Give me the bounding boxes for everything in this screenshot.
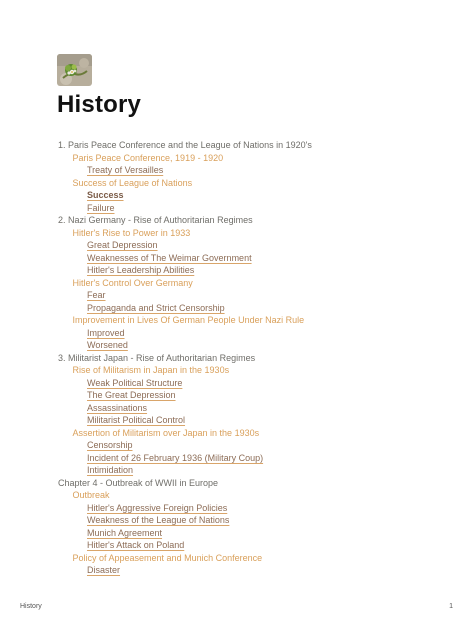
toc-item-level-2	[58, 427, 312, 440]
toc-item-level-2	[58, 552, 312, 565]
toc-link[interactable]: Militarist Political Control	[87, 415, 186, 425]
toc-item-level-3[interactable]	[58, 327, 312, 340]
toc-heading: Hitler's Control Over Germany	[72, 277, 193, 288]
toc-item-level-3[interactable]	[58, 264, 312, 277]
toc-link[interactable]: Treaty of Versailles	[87, 165, 164, 175]
toc-heading: Improvement in Lives Of German People Under Nazi Rule	[72, 315, 305, 325]
toc-item-level-3[interactable]	[58, 164, 312, 177]
toc-item-level-3[interactable]	[58, 402, 312, 415]
toc-heading: 1. Paris Peace Conference and the League of Nations in 1920's	[58, 140, 312, 150]
toc-item-level-3[interactable]	[58, 189, 312, 202]
toc-heading: Assertion of Militarism over Japan in the 1930s	[72, 427, 260, 438]
toc-item-level-3[interactable]	[58, 527, 312, 540]
toc-item-level-2	[58, 489, 312, 502]
toc-link[interactable]: Failure	[87, 202, 115, 213]
toc-link[interactable]: Incident of 26 February 1936 (Military Coup)	[87, 452, 264, 463]
toc-item-level-3[interactable]	[58, 252, 312, 265]
toc-item-level-3[interactable]	[58, 439, 312, 452]
toc-heading: Rise of Militarism in Japan in the 1930s	[72, 365, 230, 375]
toc-item-level-2	[58, 314, 312, 327]
toc-heading: Success of League of Nations	[72, 177, 193, 188]
toc-item-level-3[interactable]	[58, 539, 312, 552]
toc-link[interactable]: Hitler's Leadership Abilities	[87, 265, 195, 275]
toc-link[interactable]: Worsened	[87, 340, 128, 350]
footer-title: History	[20, 603, 42, 610]
toc-heading: Paris Peace Conference, 1919 - 1920	[72, 152, 224, 163]
toc-heading: Policy of Appeasement and Munich Conference	[72, 552, 263, 563]
toc-heading: 3. Militarist Japan - Rise of Authoritarian Regimes	[58, 352, 256, 363]
toc-item-level-2	[58, 177, 312, 190]
toc-item-level-3[interactable]	[58, 239, 312, 252]
toc-item-level-1	[58, 352, 312, 365]
toc-item-level-3[interactable]	[58, 564, 312, 577]
toc-link[interactable]: Hitler's Attack on Poland	[87, 540, 185, 550]
toc-link[interactable]: Assassinations	[87, 402, 148, 413]
toc-item-level-3[interactable]	[58, 414, 312, 427]
toc-heading: Chapter 4 - Outbreak of WWII in Europe	[58, 477, 219, 488]
toc-link[interactable]: Intimidation	[87, 465, 134, 475]
toc-item-level-2	[58, 364, 312, 377]
toc-item-level-2	[58, 227, 312, 240]
toc-link[interactable]: Weaknesses of The Weimar Government	[87, 252, 252, 263]
toc-heading: 2. Nazi Germany - Rise of Authoritarian Regimes	[58, 215, 253, 225]
page-number: 1	[449, 603, 453, 610]
toc-heading: Hitler's Rise to Power in 1933	[72, 227, 191, 238]
toc-item-level-2	[58, 277, 312, 290]
toc-link[interactable]: Disaster	[87, 565, 121, 575]
toc-item-level-3[interactable]	[58, 464, 312, 477]
toc-link[interactable]: Propaganda and Strict Censorship	[87, 302, 225, 313]
toc-link[interactable]: Great Depression	[87, 240, 158, 250]
page-title: History	[57, 91, 142, 118]
toc-item-level-3[interactable]	[58, 452, 312, 465]
toc-link[interactable]: Improved	[87, 327, 125, 338]
toc-item-level-3[interactable]	[58, 502, 312, 515]
toc-item-level-1	[58, 214, 312, 227]
toc-item-level-2	[58, 152, 312, 165]
toc-heading: Outbreak	[72, 490, 110, 500]
toc-link[interactable]: Censorship	[87, 440, 133, 450]
toc-link[interactable]: The Great Depression	[87, 390, 176, 400]
toc-link[interactable]: Hitler's Aggressive Foreign Policies	[87, 502, 228, 513]
toc-link[interactable]: Success	[87, 190, 124, 200]
toc-link[interactable]: Weakness of the League of Nations	[87, 515, 230, 525]
toc-item-level-3[interactable]	[58, 339, 312, 352]
toc-item-level-3[interactable]	[58, 289, 312, 302]
toc-item-level-1	[58, 477, 312, 490]
flower-thumbnail-icon	[57, 54, 92, 86]
toc-item-level-3[interactable]	[58, 514, 312, 527]
toc-item-level-3[interactable]	[58, 377, 312, 390]
table-of-contents	[58, 139, 312, 577]
toc-item-level-1	[58, 139, 312, 152]
toc-link[interactable]: Fear	[87, 290, 106, 300]
toc-link[interactable]: Munich Agreement	[87, 527, 163, 538]
toc-item-level-3[interactable]	[58, 302, 312, 315]
toc-item-level-3[interactable]	[58, 389, 312, 402]
toc-link[interactable]: Weak Political Structure	[87, 377, 183, 388]
toc-item-level-3[interactable]	[58, 202, 312, 215]
